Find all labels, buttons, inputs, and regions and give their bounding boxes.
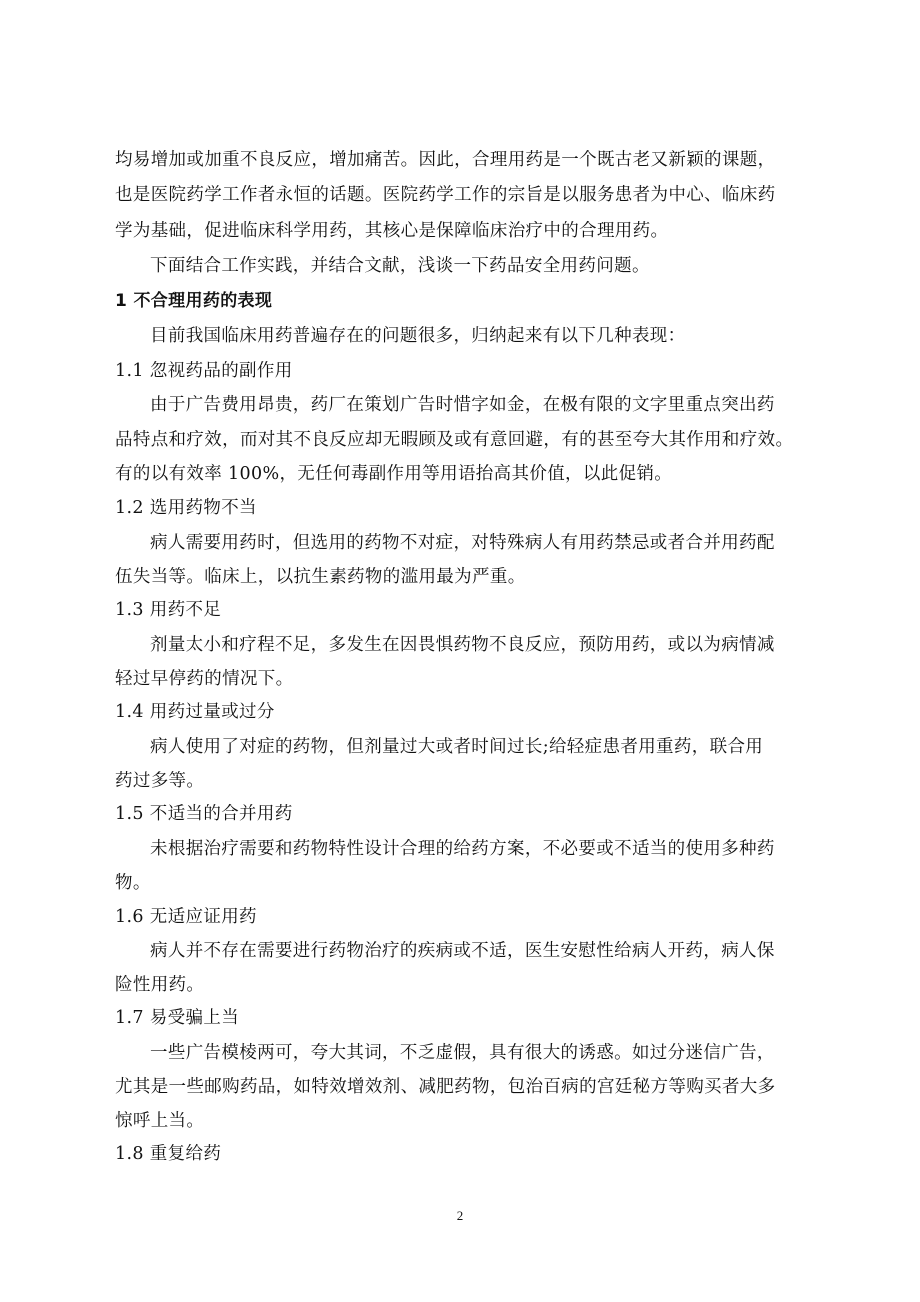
- section-heading: 1 不合理用药的表现: [115, 291, 273, 311]
- subsection-heading: 1.6 无适应证用药: [115, 907, 257, 927]
- body-text-line: 病人并不存在需要进行药物治疗的疾病或不适，医生安慰性给病人开药，病人保: [150, 941, 775, 961]
- body-text-line: 惊呼上当。: [115, 1111, 205, 1131]
- body-text-line: 学为基础，促进临床科学用药，其核心是保障临床治疗中的合理用药。: [115, 221, 669, 241]
- body-text-line: 尤其是一些邮购药品，如特效增效剂、减肥药物，包治百病的宫廷秘方等购买者大多: [115, 1077, 776, 1097]
- subsection-heading: 1.8 重复给药: [115, 1144, 222, 1164]
- body-text-line: 由于广告费用昂贵，药厂在策划广告时惜字如金，在极有限的文字里重点突出药: [150, 395, 775, 415]
- body-text-line: 物。: [115, 873, 151, 893]
- body-text-line: 险性用药。: [115, 975, 205, 995]
- body-text-line: 也是医院药学工作者永恒的话题。医院药学工作的宗旨是以服务患者为中心、临床药: [115, 185, 776, 205]
- body-text-line: 轻过早停药的情况下。: [115, 669, 294, 689]
- body-text-line: 伍失当等。临床上，以抗生素药物的滥用最为严重。: [115, 567, 526, 587]
- body-text-line: 病人需要用药时，但选用的药物不对症，对特殊病人有用药禁忌或者合并用药配: [150, 533, 775, 553]
- body-text-line: 均易增加或加重不良反应，增加痛苦。因此，合理用药是一个既古老又新颖的课题，: [115, 150, 776, 170]
- body-text-line: 剂量太小和疗程不足，多发生在因畏惧药物不良反应，预防用药，或以为病情减: [150, 635, 775, 655]
- body-text-line: 未根据治疗需要和药物特性设计合理的给药方案，不必要或不适当的使用多种药: [150, 839, 775, 859]
- body-text-line: 有的以有效率 100%，无任何毒副作用等用语抬高其价值，以此促销。: [115, 464, 673, 484]
- subsection-heading: 1.7 易受骗上当: [115, 1008, 240, 1028]
- body-text-line: 下面结合工作实践，并结合文献，浅谈一下药品安全用药问题。: [150, 256, 650, 276]
- body-text-line: 病人使用了对症的药物，但剂量过大或者时间过长;给轻症患者用重药，联合用: [150, 737, 764, 757]
- subsection-heading: 1.5 不适当的合并用药: [115, 804, 293, 824]
- body-text-line: 品特点和疗效，而对其不良反应却无暇顾及或有意回避，有的甚至夸大其作用和疗效。: [115, 430, 794, 450]
- page-number: 2: [456, 1208, 464, 1223]
- body-text-line: 药过多等。: [115, 771, 205, 791]
- subsection-heading: 1.2 选用药物不当: [115, 498, 257, 518]
- body-text-line: 目前我国临床用药普遍存在的问题很多，归纳起来有以下几种表现：: [150, 326, 686, 346]
- subsection-heading: 1.1 忽视药品的副作用: [115, 361, 293, 381]
- body-text-line: 一些广告模棱两可，夸大其词，不乏虚假，具有很大的诱惑。如过分迷信广告，: [150, 1043, 775, 1063]
- subsection-heading: 1.3 用药不足: [115, 600, 222, 620]
- subsection-heading: 1.4 用药过量或过分: [115, 702, 275, 722]
